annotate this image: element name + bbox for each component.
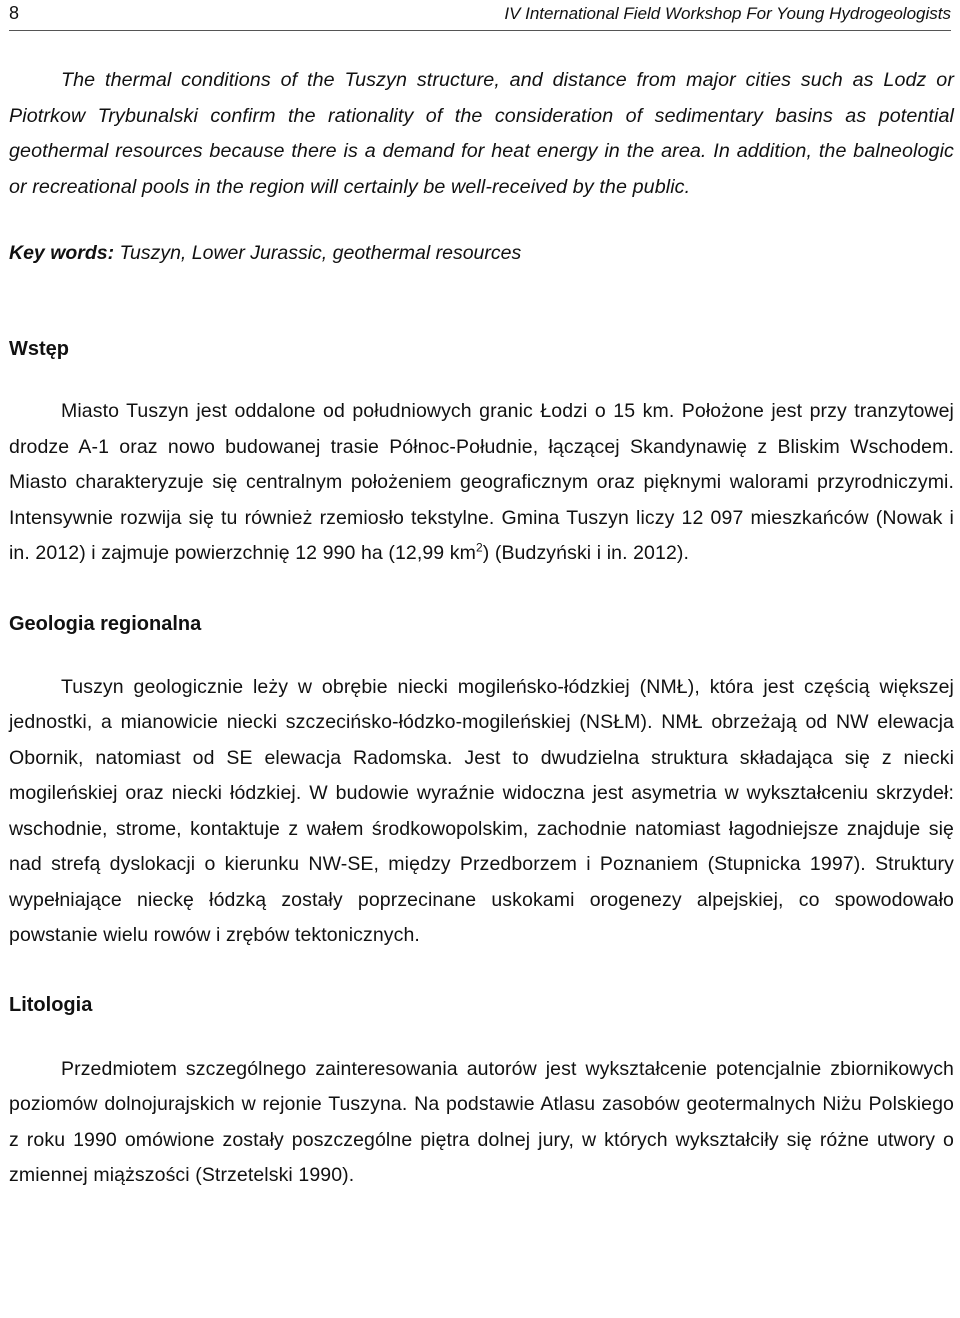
section-heading-litologia: Litologia xyxy=(9,993,93,1016)
keywords-value: Tuszyn, Lower Jurassic, geothermal resources xyxy=(114,242,522,264)
running-header xyxy=(9,0,951,31)
keywords-label: Key words: xyxy=(9,242,115,264)
section-heading-geologia: Geologia regionalna xyxy=(9,612,202,635)
wstep-text-main: Miasto Tuszyn jest oddalone od południowych granic Łodzi o 15 km. Położone jest przy tranzytowej drodze A-1 oraz nowo budowanej trasie Północ-Południe, łączącej Skandynawię z Bliskim Wschodem. Miasto charakteryzuje się centralnym położeniem geograficznym oraz pięknymi walorami przyrodniczymi. Intensywnie rozwija się tu również rzemiosło tekstylne. Gmina Tuszyn liczy 12 097 mieszkańców (Nowak i in. 2012) i zajmuje powierzchnię 12 990 ha (12,99 km xyxy=(9,400,954,564)
page-number: 8 xyxy=(9,3,20,23)
wstep-text-end: ) (Budzyński i in. 2012). xyxy=(482,542,690,564)
page-body xyxy=(9,63,954,1194)
running-title: IV International Field Workshop For Young Hydrogeologists xyxy=(504,4,951,23)
section-heading-wstep: Wstęp xyxy=(9,338,69,360)
abstract-paragraph: The thermal conditions of the Tuszyn structure, and distance from major cities such as Lodz or Piotrkow Trybunalski confirm the rationality of the consideration of sedimentary basins as potential geothermal resources because there is a demand for heat energy in the area. In addition, the balneologic or recreational pools in the region will certainly be well-received by the public. xyxy=(9,69,954,198)
section-paragraph-litologia: Przedmiotem szczególnego zainteresowania autorów jest wykształcenie potencjalnie zbiornikowych poziomów dolnojurajskich w rejonie Tuszyna. Na podstawie Atlasu zasobów geotermalnych Niżu Polskiego z roku 1990 omówione zostały poszczególne piętra dolnej jury, w których wykształciły się różne utwory o zmiennej miąższości (Strzetelski 1990). xyxy=(9,1057,954,1186)
superscript-two: 2 xyxy=(475,540,483,555)
keywords-line xyxy=(9,238,954,268)
section-paragraph-geologia: Tuszyn geologicznie leży w obrębie niecki mogileńsko-łódzkiej (NMŁ), która jest częścią większej jednostki, a mianowicie niecki szczecińsko-łódzko-mogileńskiej (NSŁM). NMŁ obrzeżają od NW elewacja Obornik, natomiast od SE elewacja Radomska. Jest to dwudzielna struktura składająca się z niecki mogileńskiej oraz niecki łódzkiej. W budowie wyraźnie widoczna jest asymetria w wykształceniu skrzydeł: wschodnie, strome, kontaktuje z wałem środkowopolskim, zachodnie natomiast łagodniejsze znajduje się nad strefą dyslokacji o kierunku NW-SE, między Przedborzem i Poznaniem (Stupnicka 1997). Struktury wypełniające nieckę łódzką zostały poprzecinane uskokami orogenezy alpejskiej, co spowodowało powstanie wielu rowów i zrębów tektonicznych. xyxy=(9,675,954,946)
section-paragraph-wstep xyxy=(9,394,954,572)
